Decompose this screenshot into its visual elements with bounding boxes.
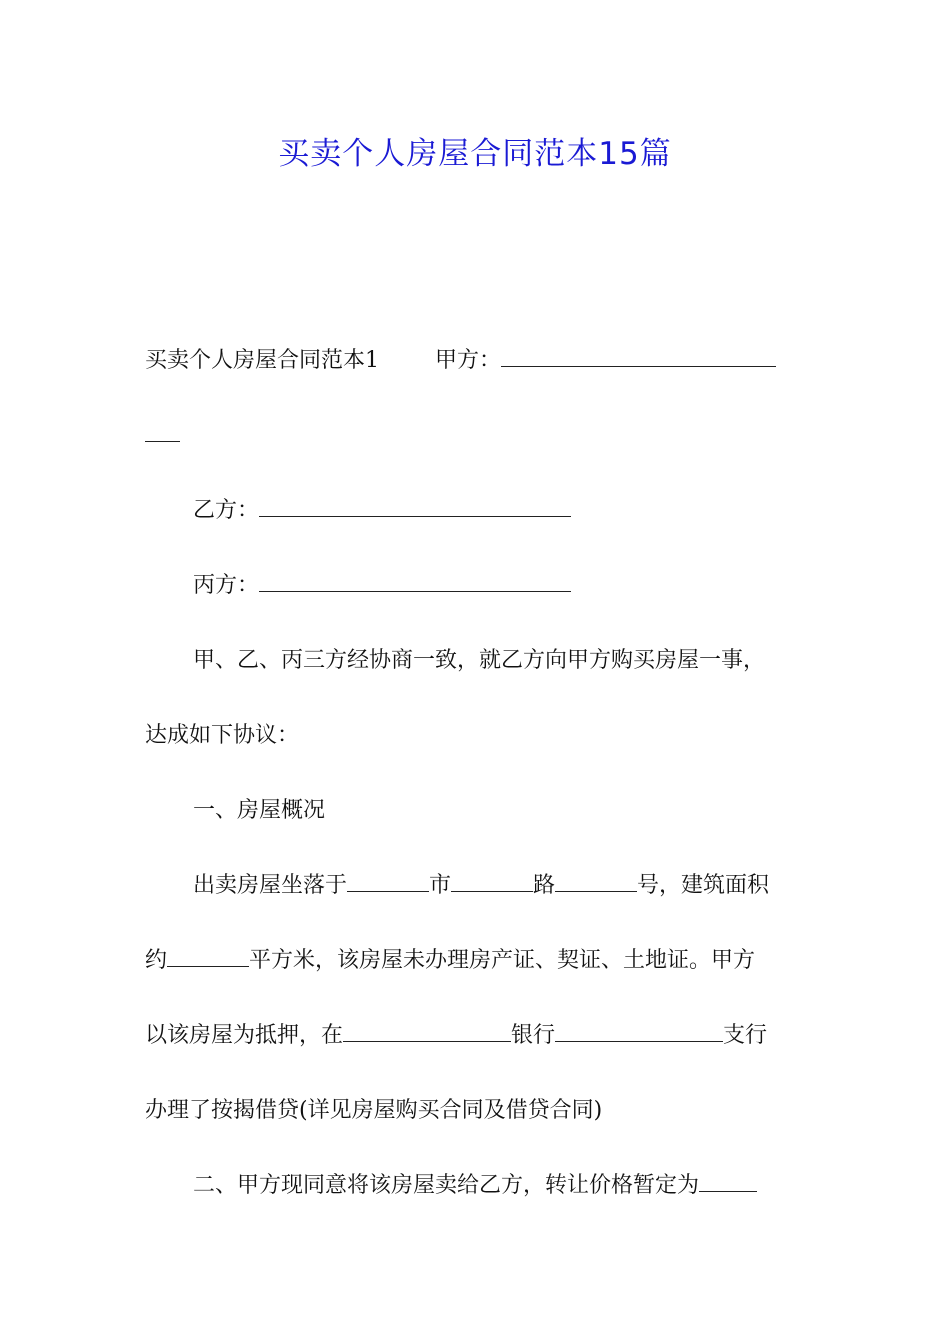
contract-heading-line bbox=[145, 346, 776, 376]
party-b-label: 乙方： bbox=[193, 498, 260, 523]
party-c-line bbox=[193, 571, 571, 601]
paragraph-line bbox=[145, 1021, 767, 1051]
party-a-blank bbox=[501, 346, 776, 367]
house-location-label: 出卖房屋坐落于 bbox=[193, 873, 348, 898]
paragraph-line bbox=[193, 871, 769, 901]
party-a-blank-continuation bbox=[145, 421, 180, 442]
area-blank bbox=[167, 946, 249, 967]
section-heading-line bbox=[193, 796, 325, 826]
section-heading-line bbox=[193, 1171, 757, 1201]
branch-blank bbox=[555, 1021, 723, 1042]
section-one-heading: 一、房屋概况 bbox=[193, 798, 326, 823]
paragraph-line bbox=[193, 646, 765, 676]
road-blank bbox=[451, 871, 533, 892]
document-title: 买卖个人房屋合同范本15篇 bbox=[278, 136, 672, 172]
city-label: 市 bbox=[429, 873, 452, 898]
price-blank bbox=[699, 1171, 757, 1192]
party-c-blank bbox=[259, 571, 571, 592]
bank-blank bbox=[343, 1021, 511, 1042]
agreement-intro-text-cont: 达成如下协议： bbox=[145, 723, 300, 748]
paragraph-line bbox=[145, 721, 299, 751]
party-b-blank bbox=[259, 496, 571, 517]
party-b-line bbox=[193, 496, 571, 526]
paragraph-line bbox=[145, 1096, 602, 1126]
building-area-label: 号，建筑面积 bbox=[637, 873, 770, 898]
party-c-label: 丙方： bbox=[193, 573, 260, 598]
city-blank bbox=[347, 871, 429, 892]
area-unit-text: 平方米，该房屋未办理房产证、契证、土地证。甲方 bbox=[249, 948, 756, 973]
loan-text: 办理了按揭借贷(详见房屋购买合同及借贷合同) bbox=[145, 1098, 603, 1123]
mortgage-text: 以该房屋为抵押，在 bbox=[145, 1023, 344, 1048]
number-blank bbox=[555, 871, 637, 892]
party-a-label: 甲方： bbox=[435, 348, 502, 373]
section-two-text: 二、甲方现同意将该房屋卖给乙方，转让价格暂定为 bbox=[193, 1173, 700, 1198]
contract-number-heading: 买卖个人房屋合同范本1 bbox=[145, 348, 379, 373]
agreement-intro-text: 甲、乙、丙三方经协商一致，就乙方向甲方购买房屋一事， bbox=[193, 648, 766, 673]
bank-label: 银行 bbox=[511, 1023, 556, 1048]
approx-label: 约 bbox=[145, 948, 168, 973]
branch-label: 支行 bbox=[723, 1023, 768, 1048]
paragraph-line bbox=[145, 946, 755, 976]
party-a-blank-continuation-line bbox=[145, 421, 180, 451]
road-label: 路 bbox=[533, 873, 556, 898]
